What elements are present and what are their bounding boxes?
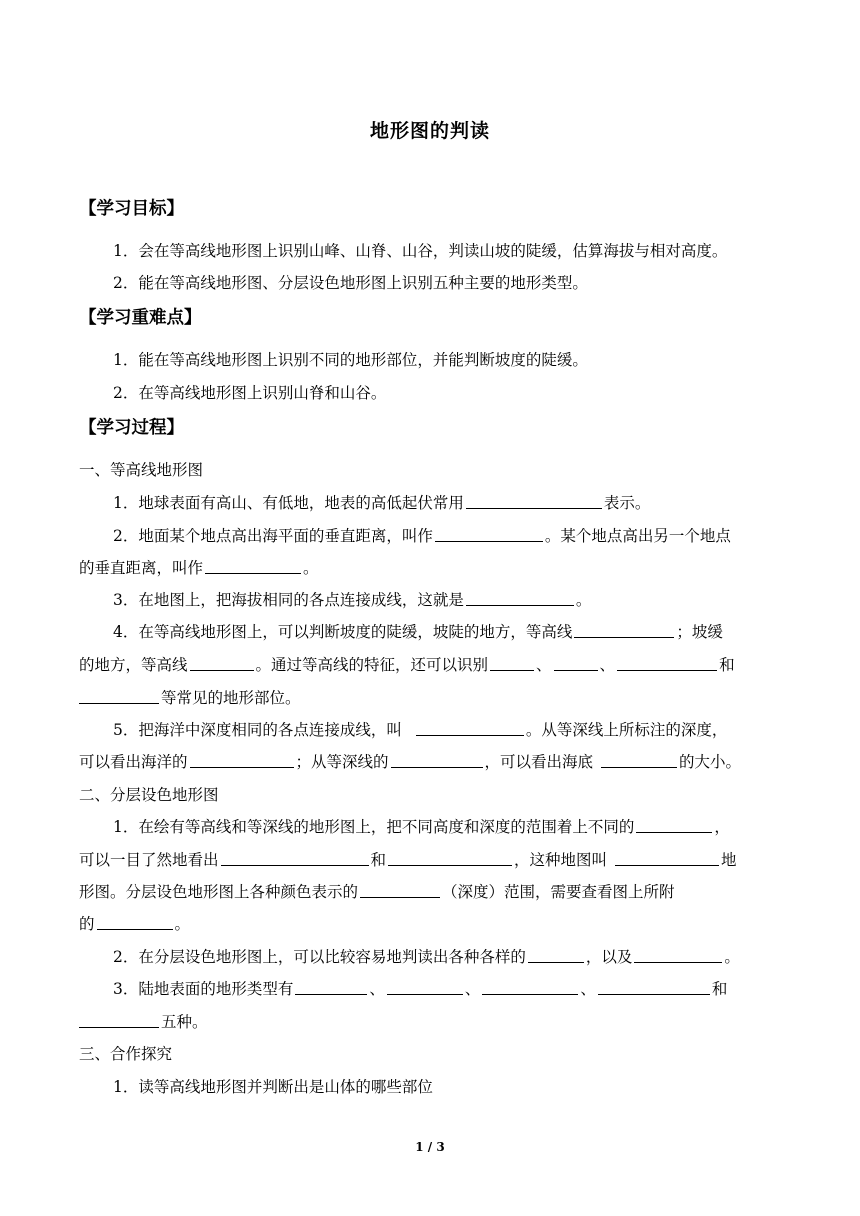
s3-question-1: 1．读等高线地形图并判断出是山体的哪些部位 [113,1078,433,1096]
s1-question-4-cont: 的地方，等高线 。通过等高线的特征，还可以识别 、 、 和 [79,656,735,674]
answer-blank[interactable] [634,947,722,963]
s1-question-3: 3．在地图上，把海拔相同的各点连接成线，这就是 。 [113,591,592,609]
answer-blank[interactable] [416,720,524,736]
answer-blank[interactable] [360,882,440,898]
s2-question-1-cont: 可以一目了然地看出 和 ，这种地图叫 地 [79,851,737,869]
answer-blank[interactable] [79,688,159,704]
key-point-2: 2．在等高线地形图上识别山脊和山谷。 [113,384,387,402]
goal-1: 1．会在等高线地形图上识别山峰、山脊、山谷，判读山坡的陡缓，估算海拔与相对高度。 [113,242,728,260]
answer-blank[interactable] [205,558,301,574]
s1-question-4-cont2: 等常见的地形部位。 [79,686,301,708]
section-2-title: 二、分层设色地形图 [79,786,219,804]
section-3-title: 三、合作探究 [79,1045,173,1063]
answer-blank[interactable] [617,655,717,671]
answer-blank[interactable] [190,752,294,768]
answer-blank[interactable] [221,850,369,866]
page-number: 1 / 3 [415,1140,445,1154]
heading-key-points: 【学习重难点】 [79,308,202,328]
s2-question-3: 3．陆地表面的地形类型有 、 、 、 和 [113,980,728,998]
answer-blank[interactable] [601,752,677,768]
answer-blank[interactable] [387,979,463,995]
heading-learning-goals: 【学习目标】 [79,199,184,219]
s2-question-1-cont3: 的 。 [79,915,191,933]
s1-question-4: 4．在等高线地形图上，可以判断坡度的陡缓，坡陡的地方，等高线 ；坡缓 [113,623,723,641]
s1-question-5: 5．把海洋中深度相同的各点连接成线，叫 。从等深线上所标注的深度， [113,721,728,739]
answer-blank[interactable] [466,493,602,509]
answer-blank[interactable] [190,655,254,671]
answer-blank[interactable] [391,752,483,768]
answer-blank[interactable] [554,655,598,671]
key-point-1: 1．能在等高线地形图上识别不同的地形部位，并能判断坡度的陡缓。 [113,351,588,369]
s2-question-1-cont2: 形图。分层设色地形图上各种颜色表示的 （深度）范围，需要查看图上所附 [79,883,675,901]
answer-blank[interactable] [574,622,674,638]
answer-blank[interactable] [615,850,719,866]
answer-blank[interactable] [490,655,534,671]
s1-question-2-cont: 的垂直距离，叫作 。 [79,559,319,577]
s2-question-3-cont: 五种。 [79,1010,208,1032]
answer-blank[interactable] [435,526,543,542]
s1-question-1: 1．地球表面有高山、有低地，地表的高低起伏常用 表示。 [113,494,651,512]
answer-blank[interactable] [295,979,367,995]
heading-learning-process: 【学习过程】 [79,418,184,438]
s1-question-5-cont: 可以看出海洋的 ；从等深线的 ，可以看出海底 的大小。 [79,753,742,771]
answer-blank[interactable] [482,979,578,995]
answer-blank[interactable] [528,947,584,963]
section-1-title: 一、等高线地形图 [79,461,204,479]
answer-blank[interactable] [466,590,574,606]
answer-blank[interactable] [97,914,173,930]
answer-blank[interactable] [598,979,710,995]
s2-question-2: 2．在分层设色地形图上，可以比较容易地判读出各种各样的 ，以及 。 [113,948,740,966]
page-title: 地形图的判读 [369,120,490,142]
answer-blank[interactable] [636,817,712,833]
s2-question-1: 1．在绘有等高线和等深线的地形图上，把不同高度和深度的范围着上不同的 ， [113,818,730,836]
answer-blank[interactable] [388,850,512,866]
s1-question-2: 2．地面某个地点高出海平面的垂直距离，叫作 。某个地点高出另一个地点 [113,527,731,545]
answer-blank[interactable] [79,1012,159,1028]
goal-2: 2．能在等高线地形图、分层设色地形图上识别五种主要的地形类型。 [113,274,588,292]
